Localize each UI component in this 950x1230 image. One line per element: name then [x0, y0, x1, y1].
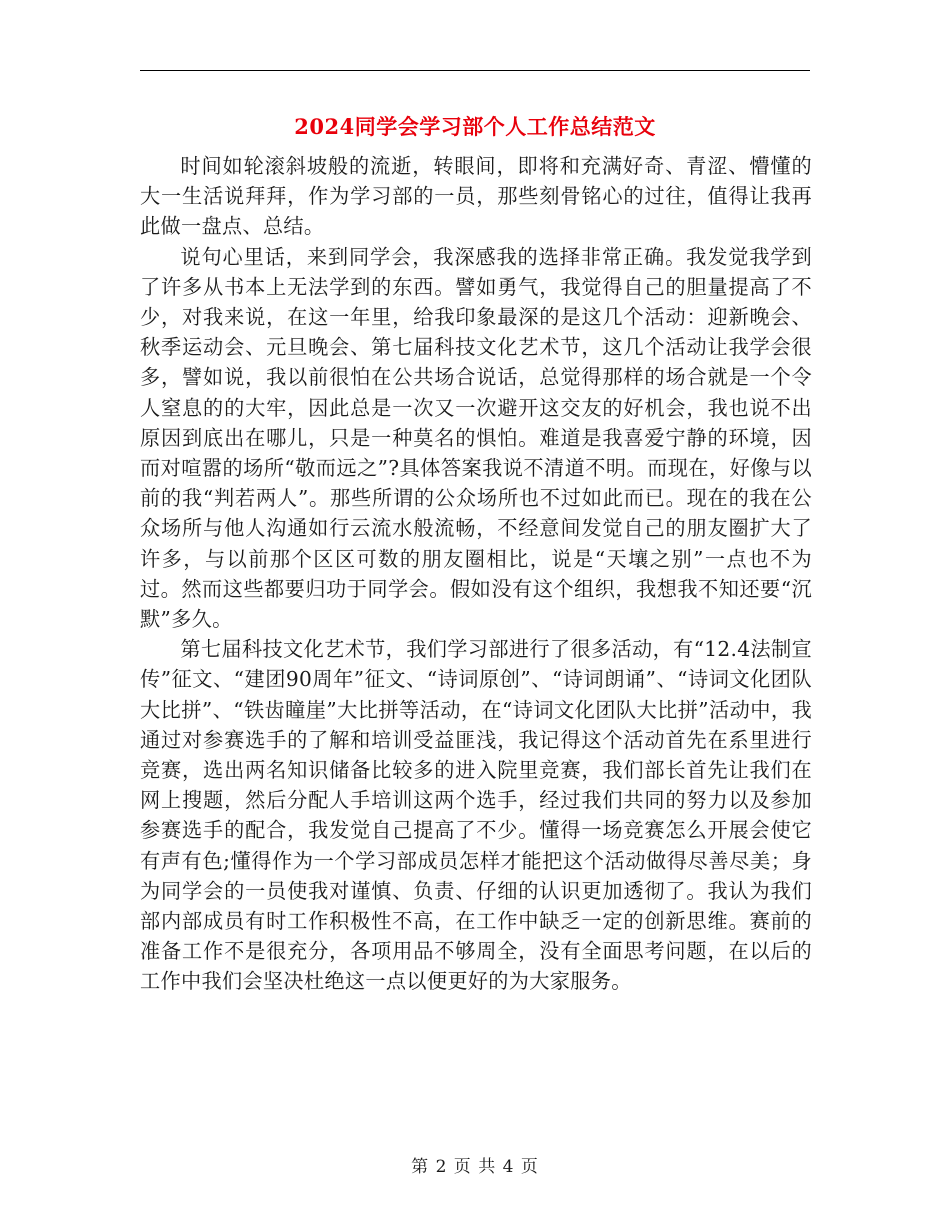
document-body — [140, 151, 812, 997]
paragraph-1: 时间如轮滚斜坡般的流逝，转眼间，即将和充满好奇、青涩、懵懂的大一生活说拜拜，作为学习部的一员，那些刻骨铭心的过往，值得让我再此做一盘点、总结。 — [140, 154, 812, 239]
paragraph-2: 说句心里话，来到同学会，我深感我的选择非常正确。我发觉我学到了许多从书本上无法学到的东西。譬如勇气，我觉得自己的胆量提高了不少，对我来说，在这一年里，给我印象最深的是这几个活动：迎新晚会、秋季运动会、元旦晚会、第七届科技文化艺术节，这几个活动让我学会很多，譬如说，我以前很怕在公共场合说话，总觉得那样的场合就是一个令人窒息的的大牢，因此总是一次又一次避开这交友的好机会，我也说不出原因到底出在哪儿，只是一种莫名的惧怕。难道是我喜爱宁静的环境，因而对喧嚣的场所“敬而远之”?具体答案我说不清道不明。而现在，好像与以前的我“判若两人”。那些所谓的公众场所也不过如此而已。现在的我在公众场所与他人沟通如行云流水般流畅，不经意间发觉自己的朋友圈扩大了许多，与以前那个区区可数的朋友圈相比，说是“天壤之别”一点也不为过。然而这些都要归功于同学会。假如没有这个组织，我想我不知还要“沉默”多久。 — [140, 244, 812, 632]
document-title: 2024同学会学习部个人工作总结范文 — [294, 114, 656, 139]
page-footer: 第 2 页 共 4 页 — [411, 1157, 539, 1177]
paragraph-3: 第七届科技文化艺术节，我们学习部进行了很多活动，有“12.4法制宣传”征文、“建团90周年”征文、“诗词原创”、“诗词朗诵”、“诗词文化团队大比拼”、“铁齿瞳崖”大比拼等活动，在“诗词文化团队大比拼”活动中，我通过对参赛选手的了解和培训受益匪浅，我记得这个活动首先在系里进行竞赛，选出两名知识储备比较多的进入院里竞赛，我们部长首先让我们在网上搜题，然后分配人手培训这两个选手，经过我们共同的努力以及参加参赛选手的配合，我发觉自己提高了不少。懂得一场竞赛怎么开展会使它有声有色;懂得作为一个学习部成员怎样才能把这个活动做得尽善尽美；身为同学会的一员使我对谨慎、负责、仔细的认识更加透彻了。我认为我们部内部成员有时工作积极性不高，在工作中缺乏一定的创新思维。赛前的准备工作不是很充分，各项用品不够周全，没有全面思考问题，在以后的工作中我们会坚决杜绝这一点以便更好的为大家服务。 — [140, 637, 812, 994]
header-rule — [140, 70, 810, 71]
